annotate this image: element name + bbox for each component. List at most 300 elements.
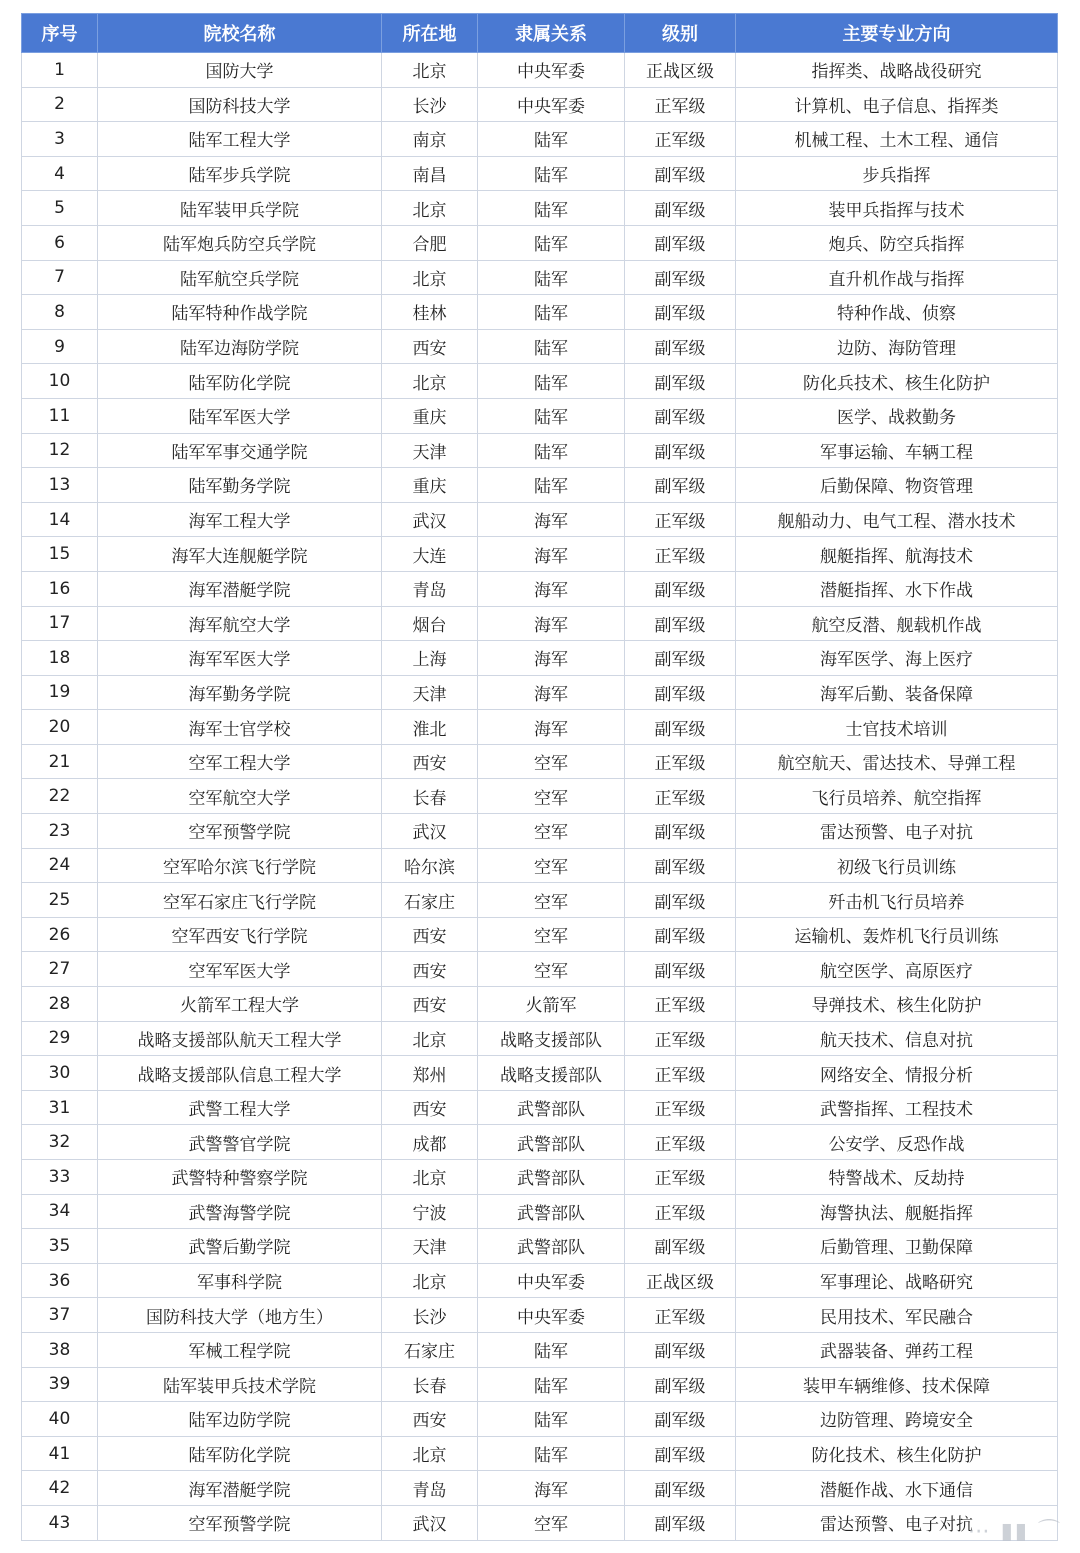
cell-school-name: 海军工程大学 — [98, 502, 382, 537]
table-row — [22, 295, 1058, 330]
cell-level: 副军级 — [625, 260, 736, 295]
header-affiliation: 隶属关系 — [478, 14, 625, 53]
cell-index: 42 — [22, 1471, 98, 1506]
table-row — [22, 1194, 1058, 1229]
table-row — [22, 848, 1058, 883]
cell-affiliation: 陆军 — [478, 1367, 625, 1402]
table-row — [22, 814, 1058, 849]
cell-affiliation: 陆军 — [478, 433, 625, 468]
table-row — [22, 606, 1058, 641]
cell-index: 20 — [22, 710, 98, 745]
cell-location: 淮北 — [382, 710, 478, 745]
cell-level: 副军级 — [625, 710, 736, 745]
cell-location: 南昌 — [382, 156, 478, 191]
cell-affiliation: 海军 — [478, 675, 625, 710]
cell-index: 19 — [22, 675, 98, 710]
cell-level: 正军级 — [625, 1056, 736, 1091]
cell-location: 北京 — [382, 260, 478, 295]
table-row — [22, 1436, 1058, 1471]
cell-location: 北京 — [382, 1436, 478, 1471]
cell-index: 9 — [22, 329, 98, 364]
cell-school-name: 海军勤务学院 — [98, 675, 382, 710]
cell-index: 24 — [22, 848, 98, 883]
cell-level: 副军级 — [625, 952, 736, 987]
cell-school-name: 陆军装甲兵技术学院 — [98, 1367, 382, 1402]
cell-affiliation: 海军 — [478, 606, 625, 641]
cell-level: 副军级 — [625, 848, 736, 883]
cell-location: 北京 — [382, 364, 478, 399]
cell-school-name: 空军预警学院 — [98, 1505, 382, 1540]
cell-school-name: 军事科学院 — [98, 1263, 382, 1298]
cell-location: 武汉 — [382, 502, 478, 537]
cell-affiliation: 中央军委 — [478, 1263, 625, 1298]
cell-affiliation: 中央军委 — [478, 53, 625, 88]
table-row — [22, 917, 1058, 952]
cell-school-name: 武警后勤学院 — [98, 1229, 382, 1264]
cell-major-direction: 航空反潜、舰载机作战 — [736, 606, 1058, 641]
cell-affiliation: 武警部队 — [478, 1125, 625, 1160]
cell-location: 武汉 — [382, 1505, 478, 1540]
cell-level: 副军级 — [625, 675, 736, 710]
cell-level: 副军级 — [625, 398, 736, 433]
cell-location: 青岛 — [382, 571, 478, 606]
cell-location: 北京 — [382, 1160, 478, 1195]
cell-level: 正军级 — [625, 1194, 736, 1229]
cell-affiliation: 空军 — [478, 848, 625, 883]
table-row — [22, 225, 1058, 260]
table-row — [22, 675, 1058, 710]
table-row — [22, 779, 1058, 814]
table-row — [22, 398, 1058, 433]
cell-affiliation: 海军 — [478, 641, 625, 676]
cell-affiliation: 陆军 — [478, 468, 625, 503]
cell-index: 4 — [22, 156, 98, 191]
cell-location: 西安 — [382, 1402, 478, 1437]
cell-level: 副军级 — [625, 883, 736, 918]
table-row — [22, 883, 1058, 918]
cell-level: 副军级 — [625, 295, 736, 330]
cell-affiliation: 武警部队 — [478, 1160, 625, 1195]
table-row — [22, 1229, 1058, 1264]
table-row — [22, 987, 1058, 1022]
cell-level: 副军级 — [625, 641, 736, 676]
cell-level: 正军级 — [625, 537, 736, 572]
cell-index: 33 — [22, 1160, 98, 1195]
cell-school-name: 国防大学 — [98, 53, 382, 88]
cell-level: 副军级 — [625, 468, 736, 503]
cell-school-name: 海军潜艇学院 — [98, 571, 382, 606]
cell-major-direction: 防化兵技术、核生化防护 — [736, 364, 1058, 399]
cell-index: 39 — [22, 1367, 98, 1402]
cell-affiliation: 陆军 — [478, 1402, 625, 1437]
cell-school-name: 陆军特种作战学院 — [98, 295, 382, 330]
cell-location: 大连 — [382, 537, 478, 572]
cell-affiliation: 空军 — [478, 1505, 625, 1540]
table-row — [22, 952, 1058, 987]
table-row — [22, 641, 1058, 676]
cell-affiliation: 陆军 — [478, 295, 625, 330]
cell-location: 西安 — [382, 744, 478, 779]
cell-major-direction: 潜艇作战、水下通信 — [736, 1471, 1058, 1506]
cell-major-direction: 雷达预警、电子对抗 — [736, 814, 1058, 849]
cell-index: 6 — [22, 225, 98, 260]
cell-index: 8 — [22, 295, 98, 330]
cell-index: 13 — [22, 468, 98, 503]
cell-affiliation: 海军 — [478, 1471, 625, 1506]
cell-location: 西安 — [382, 329, 478, 364]
table-row — [22, 502, 1058, 537]
cell-major-direction: 飞行员培养、航空指挥 — [736, 779, 1058, 814]
table-row — [22, 571, 1058, 606]
cell-affiliation: 海军 — [478, 571, 625, 606]
cell-index: 3 — [22, 122, 98, 157]
cell-major-direction: 武警指挥、工程技术 — [736, 1090, 1058, 1125]
cell-school-name: 战略支援部队航天工程大学 — [98, 1021, 382, 1056]
cell-school-name: 国防科技大学 — [98, 87, 382, 122]
cell-affiliation: 陆军 — [478, 191, 625, 226]
cell-affiliation: 陆军 — [478, 156, 625, 191]
cell-level: 副军级 — [625, 571, 736, 606]
cell-index: 34 — [22, 1194, 98, 1229]
cell-major-direction: 指挥类、战略战役研究 — [736, 53, 1058, 88]
cell-major-direction: 装甲车辆维修、技术保障 — [736, 1367, 1058, 1402]
cell-major-direction: 舰船动力、电气工程、潜水技术 — [736, 502, 1058, 537]
cell-index: 32 — [22, 1125, 98, 1160]
table-row — [22, 1125, 1058, 1160]
cell-major-direction: 士官技术培训 — [736, 710, 1058, 745]
cell-major-direction: 雷达预警、电子对抗 — [736, 1505, 1058, 1540]
cell-affiliation: 陆军 — [478, 122, 625, 157]
cell-location: 上海 — [382, 641, 478, 676]
cell-major-direction: 计算机、电子信息、指挥类 — [736, 87, 1058, 122]
cell-index: 5 — [22, 191, 98, 226]
cell-major-direction: 炮兵、防空兵指挥 — [736, 225, 1058, 260]
cell-major-direction: 军事理论、战略研究 — [736, 1263, 1058, 1298]
cell-level: 正军级 — [625, 122, 736, 157]
table-row — [22, 364, 1058, 399]
cell-school-name: 空军军医大学 — [98, 952, 382, 987]
cell-index: 38 — [22, 1332, 98, 1367]
cell-index: 30 — [22, 1056, 98, 1091]
cell-level: 正军级 — [625, 987, 736, 1022]
table-row — [22, 260, 1058, 295]
cell-affiliation: 陆军 — [478, 260, 625, 295]
cell-location: 长春 — [382, 779, 478, 814]
header-major-direction: 主要专业方向 — [736, 14, 1058, 53]
cell-school-name: 战略支援部队信息工程大学 — [98, 1056, 382, 1091]
cell-affiliation: 陆军 — [478, 1332, 625, 1367]
cell-school-name: 武警特种警察学院 — [98, 1160, 382, 1195]
cell-school-name: 武警工程大学 — [98, 1090, 382, 1125]
table-row — [22, 191, 1058, 226]
cell-location: 重庆 — [382, 398, 478, 433]
table-row — [22, 1505, 1058, 1540]
cell-location: 成都 — [382, 1125, 478, 1160]
cell-level: 副军级 — [625, 1402, 736, 1437]
cell-school-name: 陆军装甲兵学院 — [98, 191, 382, 226]
table-row — [22, 329, 1058, 364]
cell-location: 西安 — [382, 952, 478, 987]
military-academy-table — [21, 13, 1057, 1541]
cell-location: 哈尔滨 — [382, 848, 478, 883]
cell-major-direction: 导弹技术、核生化防护 — [736, 987, 1058, 1022]
cell-school-name: 陆军防化学院 — [98, 1436, 382, 1471]
table-row — [22, 87, 1058, 122]
table-row — [22, 122, 1058, 157]
cell-location: 南京 — [382, 122, 478, 157]
cell-affiliation: 陆军 — [478, 364, 625, 399]
cell-affiliation: 空军 — [478, 814, 625, 849]
cell-index: 28 — [22, 987, 98, 1022]
cell-affiliation: 空军 — [478, 952, 625, 987]
cell-location: 长沙 — [382, 1298, 478, 1333]
cell-index: 25 — [22, 883, 98, 918]
cell-location: 长沙 — [382, 87, 478, 122]
cell-index: 10 — [22, 364, 98, 399]
cell-school-name: 空军西安飞行学院 — [98, 917, 382, 952]
header-school-name: 院校名称 — [98, 14, 382, 53]
cell-index: 7 — [22, 260, 98, 295]
cell-level: 副军级 — [625, 191, 736, 226]
cell-index: 18 — [22, 641, 98, 676]
cell-level: 副军级 — [625, 1367, 736, 1402]
cell-location: 郑州 — [382, 1056, 478, 1091]
cell-school-name: 空军航空大学 — [98, 779, 382, 814]
cell-affiliation: 陆军 — [478, 1436, 625, 1471]
cell-major-direction: 装甲兵指挥与技术 — [736, 191, 1058, 226]
cell-index: 16 — [22, 571, 98, 606]
cell-affiliation: 陆军 — [478, 398, 625, 433]
cell-major-direction: 歼击机飞行员培养 — [736, 883, 1058, 918]
table-row — [22, 744, 1058, 779]
cell-major-direction: 网络安全、情报分析 — [736, 1056, 1058, 1091]
cell-major-direction: 民用技术、军民融合 — [736, 1298, 1058, 1333]
cell-level: 副军级 — [625, 329, 736, 364]
table-row — [22, 1160, 1058, 1195]
cell-index: 17 — [22, 606, 98, 641]
cell-location: 天津 — [382, 1229, 478, 1264]
cell-school-name: 陆军勤务学院 — [98, 468, 382, 503]
header-level: 级别 — [625, 14, 736, 53]
cell-index: 37 — [22, 1298, 98, 1333]
table-row — [22, 156, 1058, 191]
cell-index: 43 — [22, 1505, 98, 1540]
cell-location: 天津 — [382, 433, 478, 468]
cell-school-name: 陆军步兵学院 — [98, 156, 382, 191]
cell-location: 北京 — [382, 1263, 478, 1298]
watermark-icon: ⋯ ▮▮ ⌒ — [967, 1519, 1062, 1544]
cell-school-name: 陆军航空兵学院 — [98, 260, 382, 295]
cell-location: 西安 — [382, 917, 478, 952]
cell-major-direction: 机械工程、土木工程、通信 — [736, 122, 1058, 157]
cell-school-name: 空军石家庄飞行学院 — [98, 883, 382, 918]
cell-level: 副军级 — [625, 364, 736, 399]
table-row — [22, 1056, 1058, 1091]
cell-level: 正军级 — [625, 744, 736, 779]
cell-major-direction: 初级飞行员训练 — [736, 848, 1058, 883]
cell-major-direction: 航空医学、高原医疗 — [736, 952, 1058, 987]
cell-index: 26 — [22, 917, 98, 952]
cell-school-name: 陆军防化学院 — [98, 364, 382, 399]
cell-school-name: 空军哈尔滨飞行学院 — [98, 848, 382, 883]
cell-index: 29 — [22, 1021, 98, 1056]
cell-major-direction: 军事运输、车辆工程 — [736, 433, 1058, 468]
cell-level: 副军级 — [625, 917, 736, 952]
cell-level: 正军级 — [625, 1160, 736, 1195]
cell-location: 武汉 — [382, 814, 478, 849]
table-row — [22, 1090, 1058, 1125]
cell-level: 副军级 — [625, 1436, 736, 1471]
table-row — [22, 1298, 1058, 1333]
cell-affiliation: 空军 — [478, 883, 625, 918]
cell-school-name: 海军军医大学 — [98, 641, 382, 676]
cell-major-direction: 特警战术、反劫持 — [736, 1160, 1058, 1195]
cell-major-direction: 航空航天、雷达技术、导弹工程 — [736, 744, 1058, 779]
cell-location: 西安 — [382, 987, 478, 1022]
cell-affiliation: 空军 — [478, 744, 625, 779]
cell-location: 烟台 — [382, 606, 478, 641]
cell-affiliation: 火箭军 — [478, 987, 625, 1022]
cell-level: 正战区级 — [625, 1263, 736, 1298]
cell-level: 副军级 — [625, 156, 736, 191]
cell-index: 15 — [22, 537, 98, 572]
table-row — [22, 710, 1058, 745]
table-row — [22, 433, 1058, 468]
cell-affiliation: 战略支援部队 — [478, 1021, 625, 1056]
cell-major-direction: 海警执法、舰艇指挥 — [736, 1194, 1058, 1229]
table-row — [22, 1021, 1058, 1056]
cell-index: 23 — [22, 814, 98, 849]
cell-major-direction: 后勤保障、物资管理 — [736, 468, 1058, 503]
table-row — [22, 537, 1058, 572]
cell-level: 正军级 — [625, 87, 736, 122]
cell-school-name: 陆军军事交通学院 — [98, 433, 382, 468]
cell-level: 正军级 — [625, 502, 736, 537]
cell-school-name: 国防科技大学（地方生） — [98, 1298, 382, 1333]
cell-school-name: 海军士官学校 — [98, 710, 382, 745]
cell-school-name: 空军工程大学 — [98, 744, 382, 779]
cell-affiliation: 海军 — [478, 502, 625, 537]
cell-location: 重庆 — [382, 468, 478, 503]
cell-level: 正军级 — [625, 1298, 736, 1333]
cell-level: 副军级 — [625, 606, 736, 641]
table-row — [22, 1367, 1058, 1402]
cell-affiliation: 空军 — [478, 779, 625, 814]
cell-affiliation: 中央军委 — [478, 1298, 625, 1333]
cell-major-direction: 舰艇指挥、航海技术 — [736, 537, 1058, 572]
cell-school-name: 火箭军工程大学 — [98, 987, 382, 1022]
cell-location: 天津 — [382, 675, 478, 710]
cell-level: 副军级 — [625, 814, 736, 849]
cell-major-direction: 武器装备、弹药工程 — [736, 1332, 1058, 1367]
cell-index: 1 — [22, 53, 98, 88]
table-row — [22, 468, 1058, 503]
cell-index: 11 — [22, 398, 98, 433]
cell-major-direction: 公安学、反恐作战 — [736, 1125, 1058, 1160]
cell-index: 35 — [22, 1229, 98, 1264]
cell-index: 41 — [22, 1436, 98, 1471]
cell-location: 北京 — [382, 191, 478, 226]
cell-school-name: 陆军炮兵防空兵学院 — [98, 225, 382, 260]
cell-affiliation: 海军 — [478, 537, 625, 572]
cell-level: 副军级 — [625, 1505, 736, 1540]
cell-location: 石家庄 — [382, 1332, 478, 1367]
cell-location: 北京 — [382, 53, 478, 88]
cell-index: 12 — [22, 433, 98, 468]
cell-level: 副军级 — [625, 1229, 736, 1264]
cell-major-direction: 潜艇指挥、水下作战 — [736, 571, 1058, 606]
cell-affiliation: 战略支援部队 — [478, 1056, 625, 1091]
cell-major-direction: 直升机作战与指挥 — [736, 260, 1058, 295]
header-location: 所在地 — [382, 14, 478, 53]
table-row — [22, 1471, 1058, 1506]
cell-location: 西安 — [382, 1090, 478, 1125]
table-row — [22, 53, 1058, 88]
cell-major-direction: 边防管理、跨境安全 — [736, 1402, 1058, 1437]
cell-level: 副军级 — [625, 1332, 736, 1367]
cell-affiliation: 武警部队 — [478, 1090, 625, 1125]
cell-major-direction: 步兵指挥 — [736, 156, 1058, 191]
cell-level: 副军级 — [625, 433, 736, 468]
cell-index: 22 — [22, 779, 98, 814]
cell-affiliation: 陆军 — [478, 225, 625, 260]
cell-school-name: 陆军工程大学 — [98, 122, 382, 157]
cell-affiliation: 中央军委 — [478, 87, 625, 122]
cell-location: 长春 — [382, 1367, 478, 1402]
cell-level: 正战区级 — [625, 53, 736, 88]
cell-level: 副军级 — [625, 1471, 736, 1506]
cell-location: 合肥 — [382, 225, 478, 260]
cell-school-name: 军械工程学院 — [98, 1332, 382, 1367]
cell-index: 40 — [22, 1402, 98, 1437]
cell-affiliation: 陆军 — [478, 329, 625, 364]
cell-major-direction: 海军医学、海上医疗 — [736, 641, 1058, 676]
cell-level: 副军级 — [625, 225, 736, 260]
cell-school-name: 武警警官学院 — [98, 1125, 382, 1160]
cell-location: 宁波 — [382, 1194, 478, 1229]
cell-level: 正军级 — [625, 1090, 736, 1125]
cell-school-name: 陆军边海防学院 — [98, 329, 382, 364]
table-header-row — [22, 14, 1058, 53]
table-row — [22, 1263, 1058, 1298]
cell-location: 青岛 — [382, 1471, 478, 1506]
cell-index: 14 — [22, 502, 98, 537]
cell-school-name: 空军预警学院 — [98, 814, 382, 849]
cell-major-direction: 后勤管理、卫勤保障 — [736, 1229, 1058, 1264]
cell-school-name: 海军航空大学 — [98, 606, 382, 641]
cell-index: 21 — [22, 744, 98, 779]
cell-major-direction: 边防、海防管理 — [736, 329, 1058, 364]
cell-major-direction: 航天技术、信息对抗 — [736, 1021, 1058, 1056]
cell-location: 石家庄 — [382, 883, 478, 918]
cell-level: 正军级 — [625, 1021, 736, 1056]
cell-index: 27 — [22, 952, 98, 987]
cell-major-direction: 特种作战、侦察 — [736, 295, 1058, 330]
cell-affiliation: 武警部队 — [478, 1229, 625, 1264]
cell-location: 北京 — [382, 1021, 478, 1056]
cell-school-name: 武警海警学院 — [98, 1194, 382, 1229]
cell-school-name: 陆军边防学院 — [98, 1402, 382, 1437]
table-row — [22, 1402, 1058, 1437]
cell-affiliation: 空军 — [478, 917, 625, 952]
cell-location: 桂林 — [382, 295, 478, 330]
cell-affiliation: 海军 — [478, 710, 625, 745]
cell-major-direction: 海军后勤、装备保障 — [736, 675, 1058, 710]
cell-affiliation: 武警部队 — [478, 1194, 625, 1229]
cell-level: 正军级 — [625, 1125, 736, 1160]
cell-school-name: 海军潜艇学院 — [98, 1471, 382, 1506]
cell-major-direction: 运输机、轰炸机飞行员训练 — [736, 917, 1058, 952]
